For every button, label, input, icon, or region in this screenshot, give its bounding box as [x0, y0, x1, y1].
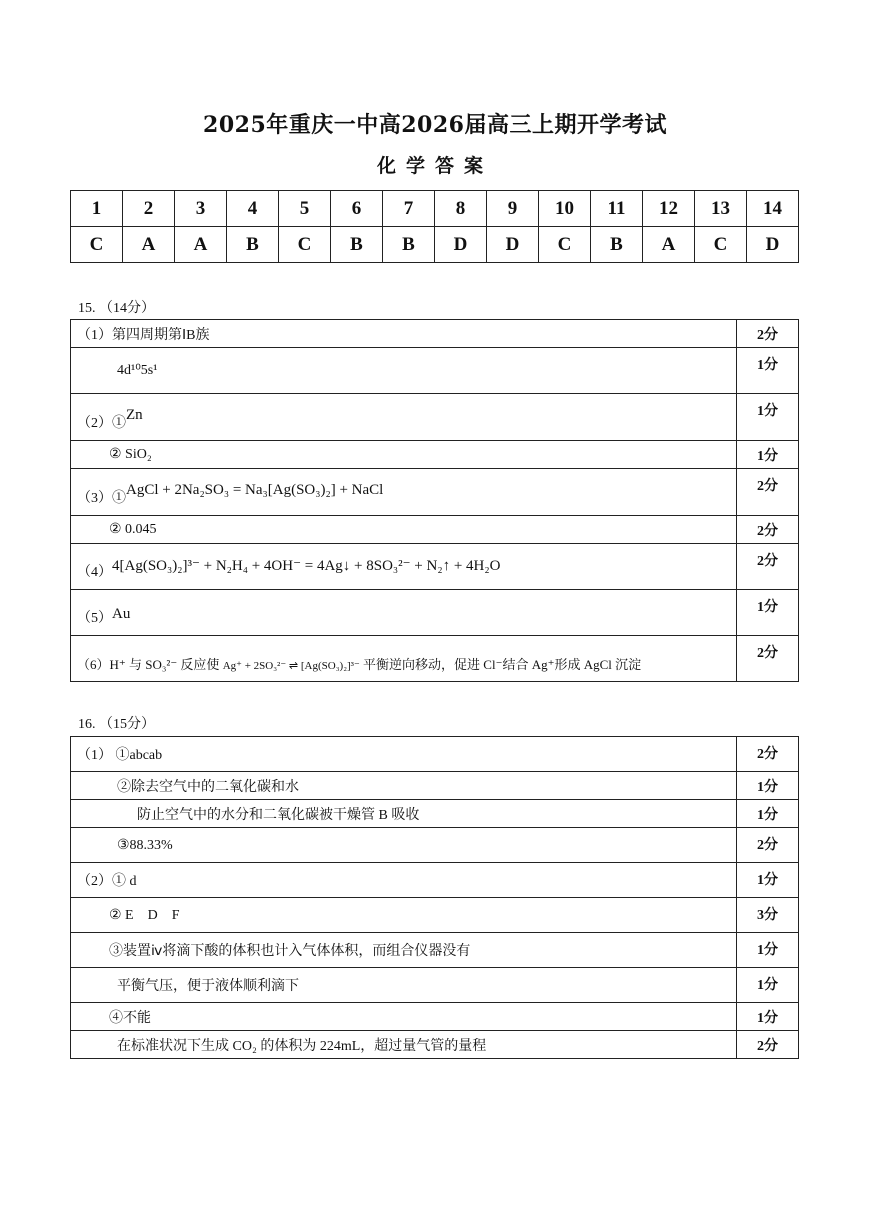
sub-question-label: （4） — [77, 565, 112, 580]
score: 2分 — [737, 1031, 799, 1059]
score: 1分 — [737, 590, 799, 636]
answer-letter: A — [123, 227, 175, 263]
q15-heading: 15. （14分） — [78, 301, 155, 316]
answer-letter: B — [227, 227, 279, 263]
answer-text: （1）第四周期第ⅠB族 — [71, 320, 737, 348]
answer-row — [71, 968, 799, 1003]
score: 1分 — [737, 800, 799, 828]
answer-letter: B — [331, 227, 383, 263]
answer-row — [71, 772, 799, 800]
answer-row — [71, 828, 799, 863]
answer-text: ④不能 — [71, 1003, 737, 1031]
question-number: 9 — [487, 191, 539, 227]
answer-letter: A — [175, 227, 227, 263]
answer-letter: C — [695, 227, 747, 263]
sub-question-label: （6） — [77, 657, 110, 672]
answer-row — [71, 544, 799, 590]
question-number: 3 — [175, 191, 227, 227]
answer-text: 平衡气压，便于液体顺利滴下 — [71, 968, 737, 1003]
answer-letter: D — [435, 227, 487, 263]
answer-row — [71, 1031, 799, 1059]
answer-formula: Zn — [126, 407, 143, 423]
answer-letter: D — [747, 227, 799, 263]
score: 1分 — [737, 863, 799, 898]
score: 1分 — [737, 441, 799, 469]
question-number: 13 — [695, 191, 747, 227]
answer-text — [71, 544, 737, 590]
question-number: 6 — [331, 191, 383, 227]
question-number-row — [71, 191, 799, 227]
score: 1分 — [737, 772, 799, 800]
score: 3分 — [737, 898, 799, 933]
answer-row — [71, 227, 799, 263]
question-number: 5 — [279, 191, 331, 227]
page-title: 2025年重庆一中高2026届高三上期开学考试 — [203, 112, 667, 138]
answer-letter: C — [71, 227, 123, 263]
score: 2分 — [737, 516, 799, 544]
answer-row — [71, 320, 799, 348]
score: 1分 — [737, 348, 799, 394]
sub-question-label: （2）① — [77, 416, 126, 431]
score: 2分 — [737, 544, 799, 590]
answer-letter: C — [539, 227, 591, 263]
question-number: 14 — [747, 191, 799, 227]
question-number: 7 — [383, 191, 435, 227]
answer-row — [71, 441, 799, 469]
explanation-part-b: 平衡逆向移动，促进 Cl⁻结合 Ag⁺形成 AgCl 沉淀 — [359, 657, 642, 672]
answer-row — [71, 898, 799, 933]
answer-text — [71, 636, 737, 682]
answer-row — [71, 863, 799, 898]
answer-letter: D — [487, 227, 539, 263]
answer-text: ③装置ⅳ将滴下酸的体积也计入气体体积，而组合仪器没有 — [71, 933, 737, 968]
answer-text: 在标准状况下生成 CO₂ 的体积为 224mL，超过量气管的量程 — [71, 1031, 737, 1059]
answer-letter: A — [643, 227, 695, 263]
score: 2分 — [737, 737, 799, 772]
sub-question-label: （3）① — [77, 491, 126, 506]
answer-row — [71, 590, 799, 636]
score: 1分 — [737, 1003, 799, 1031]
answer-text: ② 0.045 — [71, 516, 737, 544]
score: 2分 — [737, 636, 799, 682]
answer-formula: Au — [112, 606, 131, 622]
answer-text — [71, 394, 737, 441]
equation: AgCl + 2Na₂SO₃ = Na₃[Ag(SO₃)₂] + NaCl — [126, 482, 384, 498]
answer-text: ③88.33% — [71, 828, 737, 863]
equilibrium-equation: Ag⁺ + 2SO₃²⁻ ⇌ [Ag(SO₃)₂]³⁻ — [222, 660, 360, 672]
answer-row — [71, 800, 799, 828]
answer-text — [71, 590, 737, 636]
answer-letter: B — [591, 227, 643, 263]
question-number: 10 — [539, 191, 591, 227]
score: 2分 — [737, 828, 799, 863]
answer-text: （1） ①abcab — [71, 737, 737, 772]
question-number: 1 — [71, 191, 123, 227]
question-number: 12 — [643, 191, 695, 227]
answer-row — [71, 394, 799, 441]
q16-heading: 16. （15分） — [78, 717, 155, 732]
answer-row — [71, 737, 799, 772]
answer-text: （2）① d — [71, 863, 737, 898]
answer-row — [71, 469, 799, 516]
answer-text: ② SiO₂ — [71, 441, 737, 469]
answer-row — [71, 516, 799, 544]
answer-text: 防止空气中的水分和二氧化碳被干燥管 B 吸收 — [71, 800, 737, 828]
answer-row — [71, 933, 799, 968]
question-number: 11 — [591, 191, 643, 227]
explanation-part-a: H⁺ 与 SO₃²⁻ 反应使 — [109, 657, 223, 672]
page-subtitle: 化学答案 — [376, 155, 493, 177]
score: 2分 — [737, 469, 799, 516]
answer-letter: C — [279, 227, 331, 263]
answer-text: ② E D F — [71, 898, 737, 933]
score: 2分 — [737, 320, 799, 348]
answer-text — [71, 469, 737, 516]
answer-text: 4d¹⁰5s¹ — [71, 348, 737, 394]
answer-letter: B — [383, 227, 435, 263]
question-number: 8 — [435, 191, 487, 227]
answer-row — [71, 1003, 799, 1031]
score: 1分 — [737, 394, 799, 441]
question-number: 2 — [123, 191, 175, 227]
multiple-choice-table — [70, 190, 799, 263]
answer-row — [71, 348, 799, 394]
score: 1分 — [737, 968, 799, 1003]
q16-answer-table — [70, 736, 799, 1059]
question-number: 4 — [227, 191, 279, 227]
q15-answer-table — [70, 319, 799, 682]
answer-text: ②除去空气中的二氧化碳和水 — [71, 772, 737, 800]
score: 1分 — [737, 933, 799, 968]
equation: 4[Ag(SO₃)₂]³⁻ + N₂H₄ + 4OH⁻ = 4Ag↓ + 8SO₃²⁻ + N₂↑ + 4H₂O — [112, 558, 501, 574]
answer-row — [71, 636, 799, 682]
sub-question-label: （5） — [77, 611, 112, 626]
